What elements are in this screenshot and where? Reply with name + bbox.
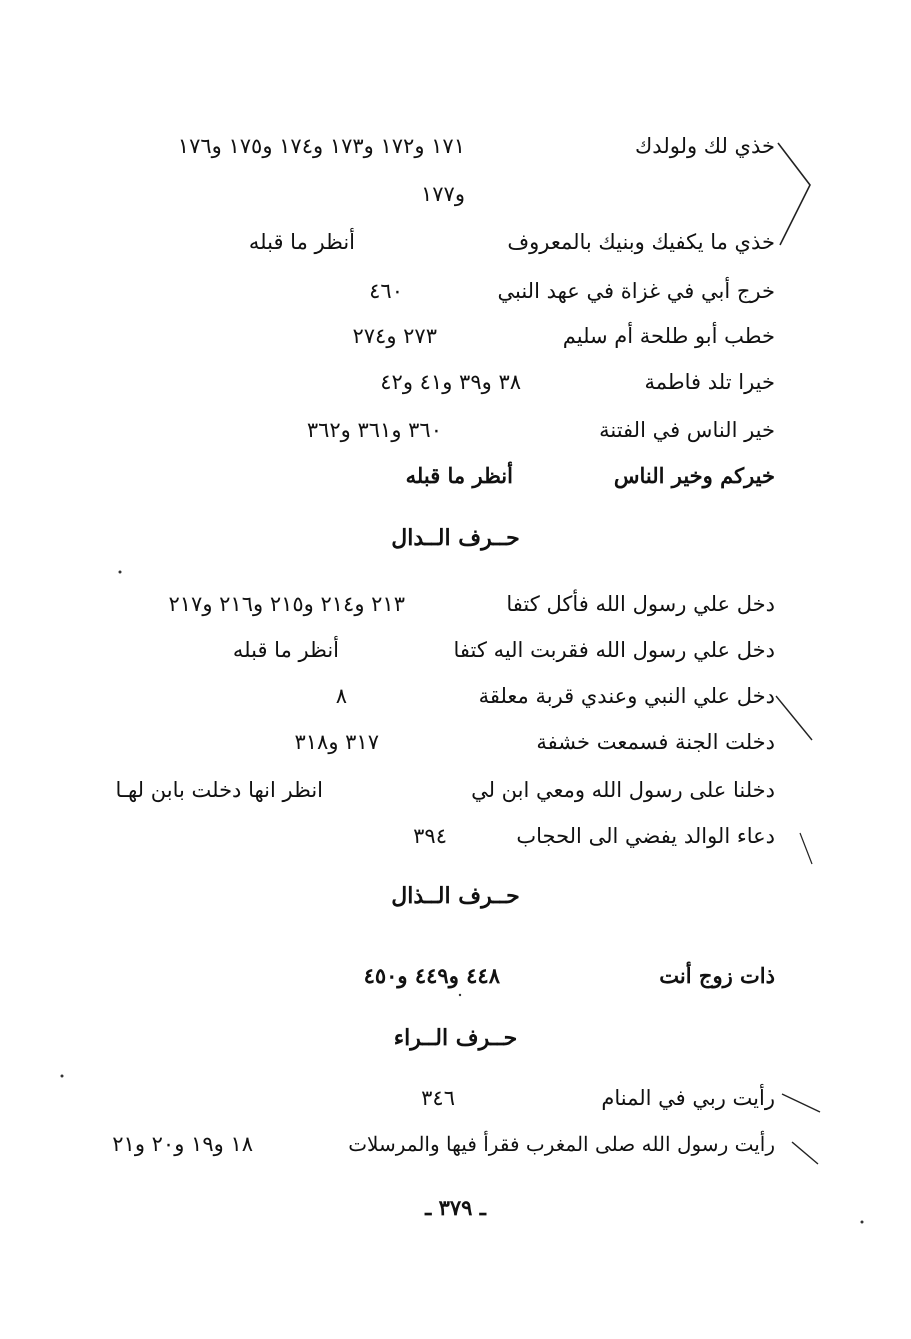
entry-reference: ٢١٣ و٢١٤ و٢١٥ و٢١٦ و٢١٧ [168, 592, 405, 616]
entry-phrase: خيركم وخير الناس [613, 463, 775, 488]
entry-reference: أنظر ما قبله [232, 638, 339, 662]
entry-phrase: خير الناس في الفتنة [599, 418, 775, 442]
entry-reference: ٣٨ و٣٩ و٤١ و٤٢ [380, 370, 521, 394]
entry-reference: ٤٤٨ و٤٤٩ و٤٥٠ [363, 963, 500, 988]
entry-phrase: خذي لك ولولدك [634, 134, 775, 158]
margin-mark [800, 833, 812, 864]
page-number: ـ ٣٧٩ ـ [425, 1195, 486, 1220]
margin-mark [778, 143, 810, 245]
entry-phrase: دخلت الجنة فسمعت خشفة [536, 730, 775, 754]
entry-phrase: خطب أبو طلحة أم سليم [562, 324, 775, 348]
entry-reference: ٣١٧ و٣١٨ [294, 730, 379, 754]
ink-speck [861, 1221, 864, 1224]
entry-reference: ٨ [335, 684, 347, 708]
entry-phrase: خرج أبي في غزاة في عهد النبي [497, 279, 775, 303]
entry-reference: ٤٦٠ [369, 279, 403, 303]
ink-speck [119, 571, 122, 574]
ink-speck [459, 994, 461, 996]
ink-speck [61, 1075, 64, 1078]
entry-phrase: خذي ما يكفيك وبنيك بالمعروف [507, 230, 775, 254]
entry-reference: انظر انها دخلت بابن لهـا [115, 778, 323, 802]
entry-reference: ٣٤٦ [421, 1086, 455, 1110]
margin-mark [776, 696, 812, 740]
section-heading: حــرف الــذال [391, 883, 520, 909]
entry-phrase: دعاء الوالد يفضي الى الحجاب [516, 824, 775, 848]
entry-phrase: خيرا تلد فاطمة [644, 370, 775, 394]
entry-phrase: دخل علي رسول الله فقربت اليه كتفا [453, 638, 775, 662]
entry-reference: ١٨ و١٩ و٢٠ و٢١ [112, 1132, 253, 1156]
entry-reference: ٢٧٣ و٢٧٤ [352, 324, 437, 348]
entry-reference: ١٧١ و١٧٢ و١٧٣ و١٧٤ و١٧٥ و١٧٦ [177, 134, 465, 158]
entry-reference: أنظر ما قبله [405, 463, 513, 488]
entry-reference: ٣٦٠ و٣٦١ و٣٦٢ [306, 418, 442, 442]
entry-phrase: دخل علي رسول الله فأكل كتفا [506, 592, 775, 616]
entry-reference: أنظر ما قبله [248, 230, 355, 254]
entry-phrase: رأيت رسول الله صلى المغرب فقرأ فيها والمرسلات [348, 1132, 775, 1156]
margin-mark [792, 1142, 818, 1164]
entry-phrase: رأيت ربي في المنام [601, 1086, 775, 1110]
entry-phrase: ذات زوج أنت [659, 963, 775, 988]
entry-phrase: دخلنا على رسول الله ومعي ابن لي [471, 778, 775, 802]
section-heading: حــرف الــدال [391, 525, 520, 551]
section-heading: حــرف الــراء [393, 1025, 518, 1051]
margin-mark [782, 1094, 820, 1112]
entry-reference: و١٧٧ [421, 182, 465, 206]
entry-phrase: دخل علي النبي وعندي قربة معلقة [478, 684, 775, 708]
entry-reference: ٣٩٤ [413, 824, 447, 848]
